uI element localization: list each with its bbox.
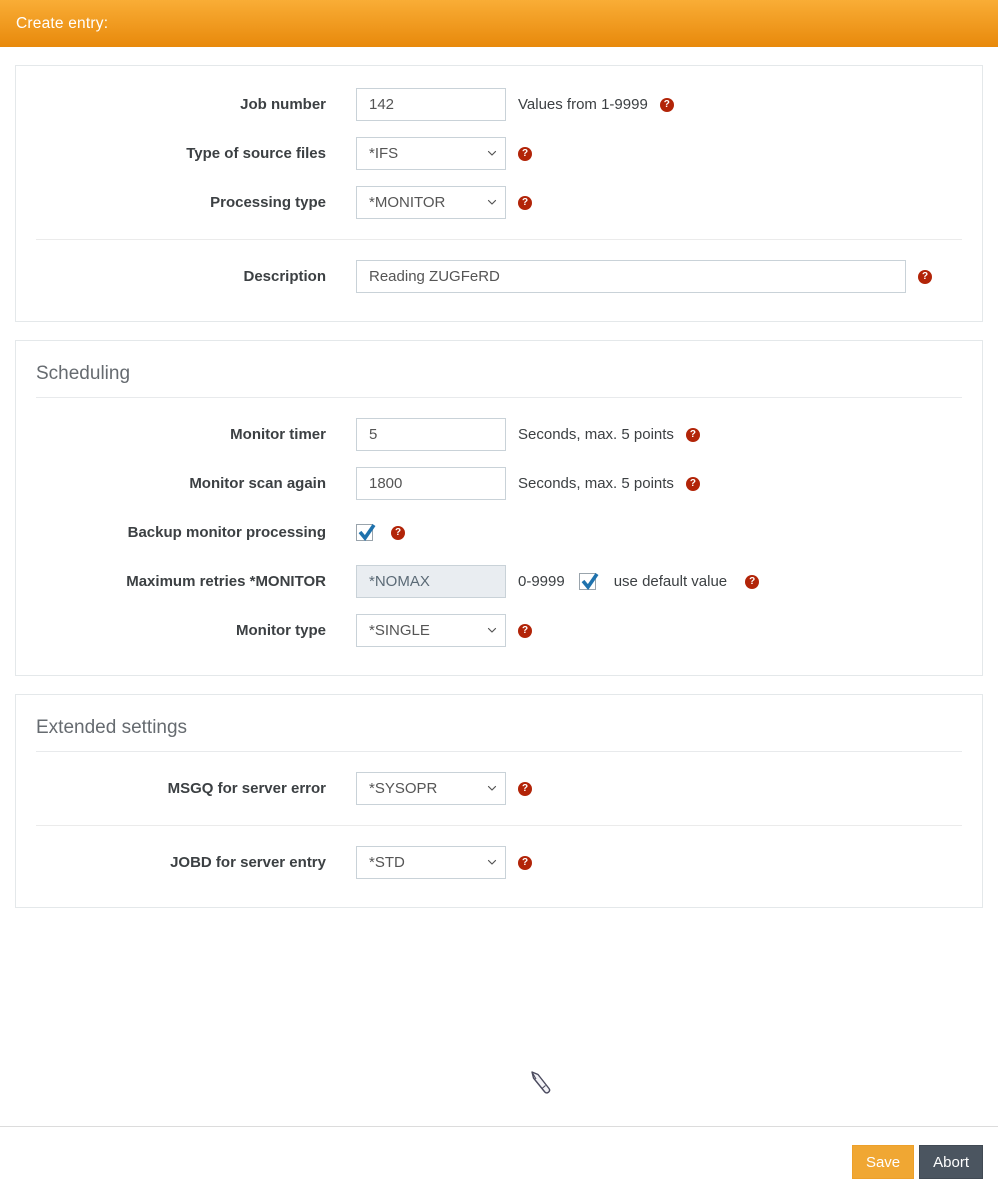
divider — [36, 751, 962, 752]
backup-monitor-label: Backup monitor processing — [127, 524, 326, 541]
max-retries-label: Maximum retries *MONITOR — [126, 573, 326, 590]
use-default-label: use default value — [613, 573, 728, 590]
help-icon[interactable]: ? — [686, 477, 700, 491]
job-number-input[interactable] — [356, 88, 506, 121]
job-number-hint: Values from 1-9999 — [518, 96, 648, 113]
help-icon[interactable]: ? — [745, 575, 759, 589]
description-label: Description — [243, 268, 326, 285]
form-row-processing-type — [36, 186, 962, 219]
save-button[interactable]: Save — [852, 1145, 914, 1179]
backup-monitor-checkbox[interactable] — [356, 524, 373, 541]
source-type-select[interactable] — [356, 137, 506, 170]
help-icon[interactable]: ? — [518, 782, 532, 796]
page-title: Create entry: — [16, 14, 109, 32]
processing-type-label: Processing type — [210, 194, 326, 211]
msgq-select[interactable] — [356, 772, 506, 805]
pen-cursor-icon — [525, 1068, 555, 1098]
use-default-checkbox[interactable] — [579, 573, 596, 590]
help-icon[interactable]: ? — [518, 196, 532, 210]
jobd-select[interactable] — [356, 846, 506, 879]
scheduling-heading: Scheduling — [36, 363, 131, 384]
max-retries-range-hint: 0-9999 — [518, 573, 565, 590]
monitor-scan-label: Monitor scan again — [189, 475, 326, 492]
divider — [36, 239, 962, 240]
help-icon[interactable]: ? — [660, 98, 674, 112]
help-icon[interactable]: ? — [518, 147, 532, 161]
header-bar — [0, 0, 998, 47]
divider — [36, 825, 962, 826]
help-icon[interactable]: ? — [518, 624, 532, 638]
form-row-monitor-timer — [36, 418, 962, 451]
monitor-type-label: Monitor type — [236, 622, 326, 639]
panel-general — [15, 65, 983, 322]
footer-bar — [0, 1126, 998, 1194]
form-row-monitor-type — [36, 614, 962, 647]
monitor-timer-input[interactable] — [356, 418, 506, 451]
max-retries-input[interactable] — [356, 565, 506, 598]
processing-type-select[interactable] — [356, 186, 506, 219]
extended-heading: Extended settings — [36, 717, 188, 738]
form-row-jobd — [36, 846, 962, 879]
form-row-description — [36, 260, 962, 293]
monitor-timer-hint: Seconds, max. 5 points — [518, 426, 674, 443]
help-icon[interactable]: ? — [686, 428, 700, 442]
form-row-backup-monitor — [36, 516, 962, 549]
form-row-job-number — [36, 88, 962, 121]
divider — [36, 397, 962, 398]
jobd-label: JOBD for server entry — [170, 854, 326, 871]
abort-button[interactable]: Abort — [919, 1145, 983, 1179]
job-number-label: Job number — [240, 96, 326, 113]
description-input[interactable] — [356, 260, 906, 293]
form-row-msgq — [36, 772, 962, 805]
source-type-label: Type of source files — [186, 145, 326, 162]
help-icon[interactable]: ? — [518, 856, 532, 870]
msgq-label: MSGQ for server error — [167, 780, 326, 797]
panel-extended — [15, 694, 983, 908]
help-icon[interactable]: ? — [391, 526, 405, 540]
panel-scheduling — [15, 340, 983, 676]
help-icon[interactable]: ? — [918, 270, 932, 284]
form-content — [0, 65, 998, 908]
form-row-source-type — [36, 137, 962, 170]
form-row-max-retries — [36, 565, 962, 598]
monitor-scan-hint: Seconds, max. 5 points — [518, 475, 674, 492]
monitor-type-select[interactable] — [356, 614, 506, 647]
monitor-scan-input[interactable] — [356, 467, 506, 500]
monitor-timer-label: Monitor timer — [230, 426, 326, 443]
form-row-monitor-scan — [36, 467, 962, 500]
